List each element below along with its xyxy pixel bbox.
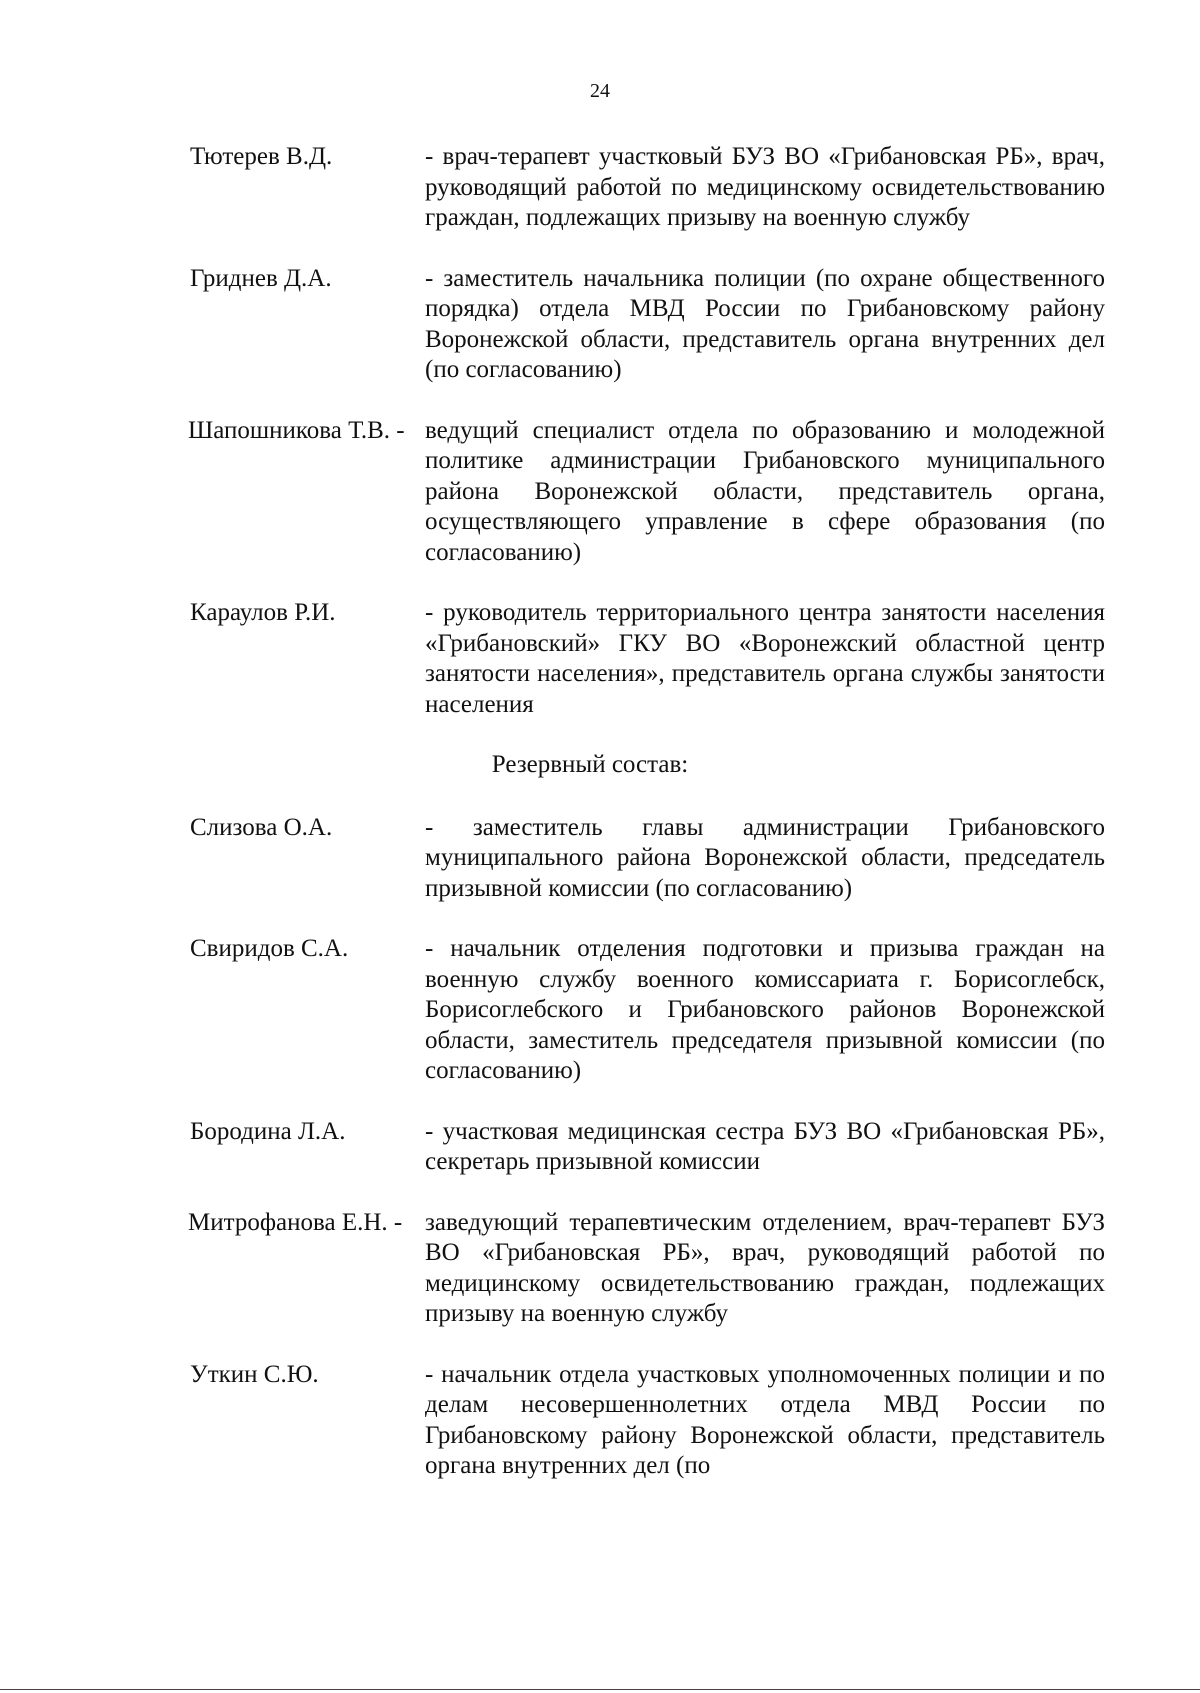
- member-name: Свиридов С.А.: [190, 935, 349, 962]
- reserve-entry-slizova: [190, 813, 1105, 905]
- member-name: Тютерев В.Д.: [190, 143, 333, 170]
- member-description: - заместитель главы администрации Грибановского муниципального района Воронежской области, председатель призывной комиссии (по согласованию): [425, 813, 1105, 902]
- member-description: - врач-терапевт участковый БУЗ ВО «Грибановская РБ», врач, руководящий работой по медицинскому освидетельствованию граждан, подлежащих призыву на военную службу: [425, 143, 1105, 231]
- reserve-entry-utkin: [190, 1360, 1105, 1482]
- reserve-entry-mitrofanova: [190, 1208, 1105, 1330]
- member-name: Гриднев Д.А.: [190, 264, 332, 292]
- member-name: Шапошникова Т.В. -: [188, 416, 405, 444]
- member-entry-karaulov: [190, 598, 1105, 720]
- member-name: Митрофанова Е.Н. -: [188, 1208, 403, 1236]
- commission-list: [190, 142, 1105, 1512]
- member-name: Бородина Л.А.: [190, 1117, 346, 1145]
- member-description: - участковая медицинская сестра БУЗ ВО «Грибановская РБ», секретарь призывной комиссии: [425, 1117, 1105, 1175]
- member-description: заведующий терапевтическим отделением, врач-терапевт БУЗ ВО «Грибановская РБ», врач, руководящий работой по медицинскому освидетельствованию граждан, подлежащих призыву на военную службу: [425, 1208, 1105, 1327]
- reserve-entry-sviridov: [190, 934, 1105, 1087]
- member-name: Уткин С.Ю.: [190, 1360, 319, 1388]
- member-entry-tyuterev: [190, 142, 1105, 234]
- member-entry-gridnev: [190, 264, 1105, 386]
- member-name: Караулов Р.И.: [190, 599, 336, 626]
- member-description: - заместитель начальника полиции (по охране общественного порядка) отдела МВД России по Грибановскому району Воронежской области, представитель органа внутренних дел (по согласованию): [425, 264, 1105, 383]
- reserve-entry-borodina: [190, 1117, 1105, 1178]
- member-description: ведущий специалист отдела по образованию и молодежной политике администрации Грибановского муниципального района Воронежской области, представитель органа, осуществляющего управление в сфере образования (по согласованию): [425, 416, 1105, 566]
- member-entry-shaposhnikova: [190, 416, 1105, 569]
- page-number: 24: [590, 80, 610, 102]
- member-description: - начальник отдела участковых уполномоченных полиции и по делам несовершеннолетних отдела МВД России по Грибановскому району Воронежской области, представитель органа внутренних дел (по: [425, 1360, 1105, 1479]
- member-name: Слизова О.А.: [190, 813, 333, 841]
- reserve-heading: Резервный состав:: [491, 751, 689, 778]
- bottom-rule: [0, 1689, 1200, 1690]
- member-description: - начальник отделения подготовки и призыва граждан на военную службу военного комиссариата г. Борисоглебск, Борисоглебского и Грибановского районов Воронежской области, заместитель председателя призывной комиссии (по согласованию): [425, 935, 1105, 1084]
- member-description: - руководитель территориального центра занятости населения «Грибановский» ГКУ ВО «Воронежский областной центр занятости населения», представитель органа службы занятости населения: [425, 599, 1105, 718]
